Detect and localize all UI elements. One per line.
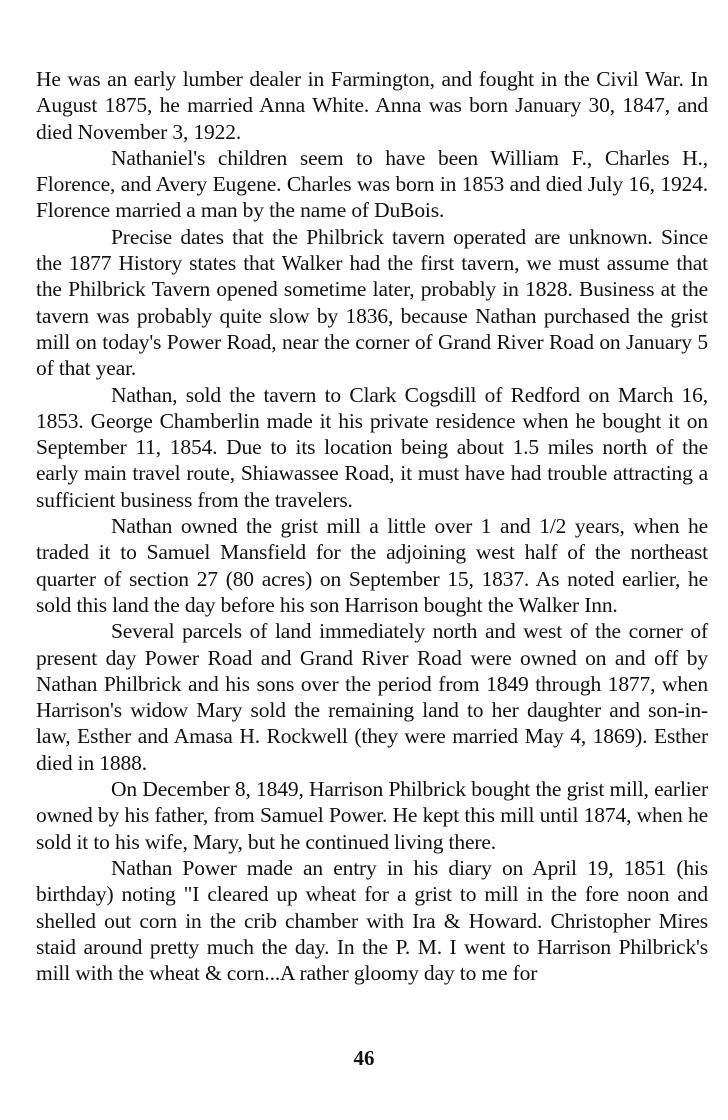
paragraph-5: Nathan owned the grist mill a little over 1 and 1/2 years, when he traded it to Samuel Mansfield for the adjoining west half of the northeast quarter of section 27 (80 acres) on September 15, 1837. As noted earlier, he sold this land the day before his son Harrison bought the Walker Inn. (36, 514, 708, 617)
paragraph-1: He was an early lumber dealer in Farmington, and fought in the Civil War. In August 1875, he married Anna White. Anna was born January 30, 1847, and died November 3, 1922. (36, 67, 708, 144)
page-body (36, 66, 708, 986)
page-number: 46 (353, 1046, 375, 1070)
paragraph-6: Several parcels of land immediately north and west of the corner of present day Power Road and Grand River Road were owned on and off by Nathan Philbrick and his sons over the period from 1849 through 1877, when Harrison's widow Mary sold the remaining land to her daughter and son-in-law, Esther and Amasa H. Rockwell (they were married May 4, 1869). Esther died in 1888. (36, 619, 708, 775)
paragraph-8: Nathan Power made an entry in his diary on April 19, 1851 (his birthday) noting "I cleared up wheat for a grist to mill in the fore noon and shelled out corn in the crib chamber with Ira & Howard. Christopher Mires staid around pretty much the day. In the P. M. I went to Harrison Philbrick's mill with the wheat & corn...A rather gloomy day to me for (36, 855, 708, 986)
paragraph-3: Precise dates that the Philbrick tavern operated are unknown. Since the 1877 History states that Walker had the first tavern, we must assume that the Philbrick Tavern opened sometime later, probably in 1828. Business at the tavern was probably quite slow by 1836, because Nathan purchased the grist mill on today's Power Road, near the corner of Grand River Road on January 5 of that year. (36, 224, 708, 381)
paragraph-4: Nathan, sold the tavern to Clark Cogsdill of Redford on March 16, 1853. George Chamberlin made it his private residence when he bought it on September 11, 1854. Due to its location being about 1.5 miles north of the early main travel route, Shiawassee Road, it must have had trouble attracting a sufficient business from the travelers. (36, 382, 708, 512)
paragraph-7: On December 8, 1849, Harrison Philbrick bought the grist mill, earlier owned by his father, from Samuel Power. He kept this mill until 1874, when he sold it to his wife, Mary, but he continued living there. (36, 777, 708, 854)
paragraph-2: Nathaniel's children seem to have been William F., Charles H., Florence, and Avery Eugene. Charles was born in 1853 and died July 16, 1924. Florence married a man by the name of DuBois. (36, 145, 708, 223)
